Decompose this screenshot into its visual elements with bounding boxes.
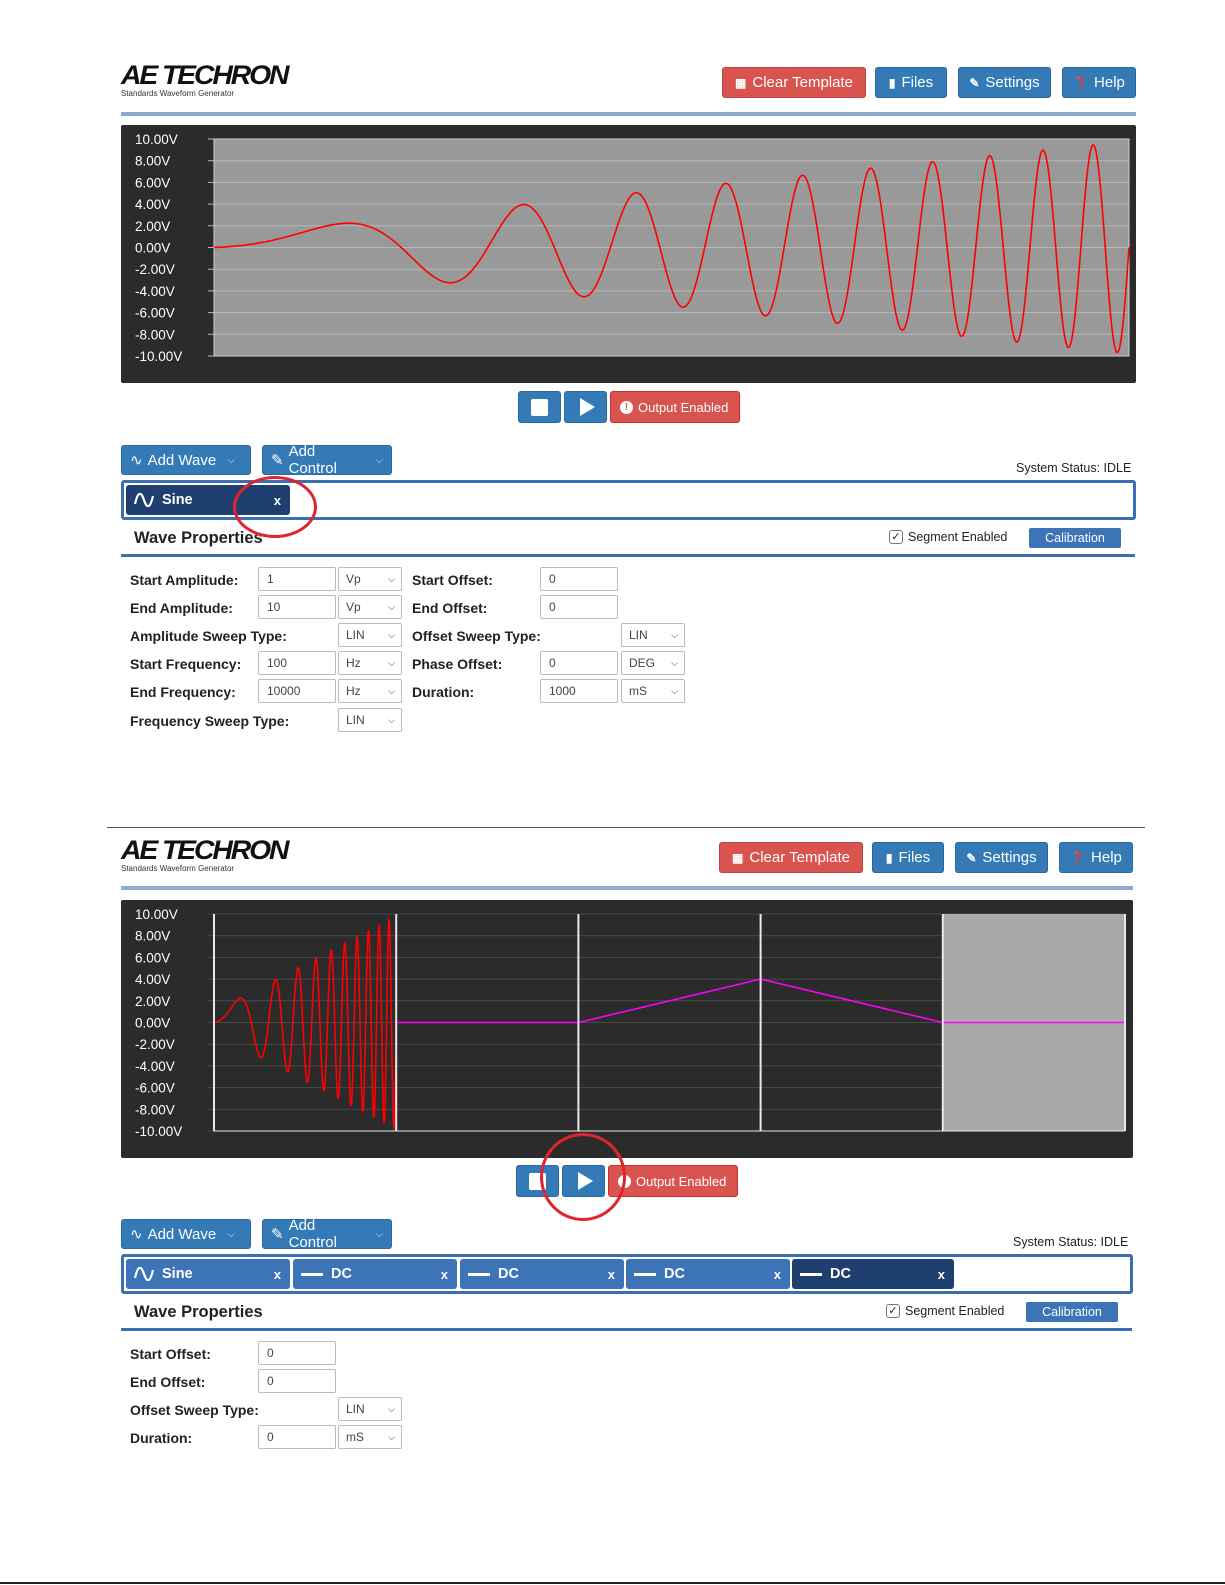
stop-icon <box>531 399 548 416</box>
help-icon: ❓ <box>1070 850 1086 865</box>
checkmark-icon: ✓ <box>889 530 903 544</box>
play-icon <box>578 1172 593 1190</box>
y-tick-label: 4.00V <box>135 972 171 988</box>
add-control-dropdown[interactable] <box>262 445 392 475</box>
wave-tabs <box>121 480 1136 520</box>
y-tick-label: 8.00V <box>135 928 171 944</box>
select-value: Hz <box>346 684 361 698</box>
logo-subtitle: Standards Waveform Generator <box>121 89 235 98</box>
select-value: mS <box>346 1430 364 1444</box>
end-amplitude-input[interactable]: 10 <box>258 595 336 619</box>
y-tick-label: 6.00V <box>135 175 171 191</box>
chevron-down-icon: ⌵ <box>388 1431 395 1442</box>
play-icon <box>580 398 595 416</box>
tab-dc[interactable] <box>792 1259 954 1289</box>
logo-subtitle: Standards Waveform Generator <box>121 864 235 873</box>
chevron-down-icon: ⌵ <box>671 657 678 668</box>
end-frequency-label: End Frequency: <box>130 684 236 700</box>
y-tick-label: -2.00V <box>135 1037 175 1053</box>
tab-dc[interactable] <box>460 1259 624 1289</box>
chevron-down-icon: ⌵ <box>671 685 678 696</box>
chevron-down-icon: ⌵ <box>671 629 678 640</box>
y-tick-label: -6.00V <box>135 1080 175 1096</box>
play-button[interactable] <box>562 1165 605 1197</box>
tab-label: DC <box>830 1266 851 1282</box>
playback-controls <box>518 391 740 423</box>
add-wave-dropdown[interactable] <box>121 1219 251 1249</box>
files-icon: ▮ <box>885 850 893 865</box>
stop-icon <box>529 1173 546 1190</box>
tab-label: Sine <box>162 1266 193 1282</box>
end-offset-label: End Offset: <box>130 1374 206 1390</box>
clear-template-label: Clear Template <box>749 849 850 866</box>
wave-tabs <box>121 1254 1133 1294</box>
logo <box>121 837 321 873</box>
y-tick-label: -4.00V <box>135 283 175 299</box>
calibration-button[interactable]: Calibration <box>1026 1302 1118 1322</box>
wrench-icon: ✎ <box>271 452 284 469</box>
select-value: LIN <box>346 1402 365 1416</box>
select-value: Hz <box>346 656 361 670</box>
start-frequency-label: Start Frequency: <box>130 656 242 672</box>
frequency-sweep-type-label: Frequency Sweep Type: <box>130 713 290 729</box>
y-tick-label: 6.00V <box>135 950 171 966</box>
end-frequency-input[interactable]: 10000 <box>258 679 336 703</box>
tab-dc[interactable] <box>293 1259 457 1289</box>
logo-title: AE TECHRON <box>121 60 288 90</box>
select-value: DEG <box>629 656 656 670</box>
y-tick-label: -8.00V <box>135 327 175 343</box>
files-label: Files <box>901 74 934 91</box>
chevron-down-icon: ⌵ <box>388 573 395 584</box>
end-offset-label: End Offset: <box>412 600 488 616</box>
add-control-label: Add Control <box>288 443 337 477</box>
tab-label: DC <box>498 1266 519 1282</box>
alert-icon: ! <box>620 401 633 414</box>
y-tick-label: 2.00V <box>135 993 171 1009</box>
help-icon: ❓ <box>1073 75 1089 90</box>
checkmark-icon: ✓ <box>886 1304 900 1318</box>
start-frequency-input[interactable]: 100 <box>258 651 336 675</box>
chevron-down-icon: ⌵ <box>227 454 235 466</box>
y-tick-label: 4.00V <box>135 197 171 213</box>
sine-wave-icon <box>134 493 154 507</box>
select-value: LIN <box>346 713 365 727</box>
settings-button[interactable] <box>958 67 1051 98</box>
dc-line-icon <box>634 1273 656 1276</box>
logo <box>121 62 321 98</box>
close-icon[interactable]: x <box>273 1266 281 1282</box>
calendar-icon: ▦ <box>735 75 747 90</box>
help-label: Help <box>1091 849 1122 866</box>
calibration-button[interactable]: Calibration <box>1029 528 1121 548</box>
chevron-down-icon: ⌵ <box>388 1403 395 1414</box>
output-enabled-label: Output Enabled <box>636 1173 727 1189</box>
offset-sweep-type-label: Offset Sweep Type: <box>130 1402 259 1418</box>
waveform-chart <box>121 125 1136 383</box>
start-offset-input[interactable]: 0 <box>540 567 618 591</box>
offset-sweep-type-select[interactable] <box>621 623 685 647</box>
tab-label: DC <box>331 1266 352 1282</box>
files-label: Files <box>898 849 931 866</box>
chevron-down-icon: ⌵ <box>388 657 395 668</box>
chevron-down-icon: ⌵ <box>388 629 395 640</box>
wrench-icon: ✎ <box>969 75 980 90</box>
header-rule <box>121 886 1133 890</box>
stop-button[interactable] <box>518 391 561 423</box>
segment-enabled-checkbox[interactable] <box>886 1304 1004 1318</box>
playback-controls <box>516 1165 738 1197</box>
chevron-down-icon: ⌵ <box>375 1228 383 1240</box>
close-icon[interactable]: x <box>273 492 281 508</box>
close-icon[interactable]: x <box>607 1266 615 1282</box>
sine-wave-icon: ∿ <box>130 452 143 469</box>
phase-offset-unit-select[interactable] <box>621 651 685 675</box>
play-button[interactable] <box>564 391 607 423</box>
help-button[interactable] <box>1059 842 1133 873</box>
calendar-icon: ▦ <box>732 850 744 865</box>
dc-line-icon <box>301 1273 323 1276</box>
start-amplitude-label: Start Amplitude: <box>130 572 239 588</box>
offset-sweep-type-select[interactable] <box>338 1397 402 1421</box>
waveform-chart-svg <box>121 125 1136 383</box>
system-status: System Status: IDLE <box>1013 1235 1129 1249</box>
select-value: LIN <box>346 628 365 642</box>
add-control-dropdown[interactable] <box>262 1219 392 1249</box>
offset-sweep-type-label: Offset Sweep Type: <box>412 628 541 644</box>
page-bottom-line <box>0 1582 1225 1584</box>
close-icon[interactable]: x <box>773 1266 781 1282</box>
duration-unit-select[interactable] <box>338 1425 402 1449</box>
start-amplitude-input[interactable]: 1 <box>258 567 336 591</box>
y-tick-label: -6.00V <box>135 305 175 321</box>
wave-properties-title: Wave Properties <box>134 529 263 547</box>
dc-line-icon <box>468 1273 490 1276</box>
add-wave-dropdown[interactable] <box>121 445 251 475</box>
clear-template-button[interactable] <box>722 67 866 98</box>
chevron-down-icon: ⌵ <box>388 714 395 725</box>
system-status: System Status: IDLE <box>1016 461 1132 475</box>
files-icon: ▮ <box>888 75 896 90</box>
chevron-down-icon: ⌵ <box>375 454 383 466</box>
files-button[interactable] <box>872 842 944 873</box>
files-button[interactable] <box>875 67 947 98</box>
y-tick-label: 8.00V <box>135 153 171 169</box>
duration-label: Duration: <box>130 1430 193 1446</box>
alert-icon: ! <box>618 1175 631 1188</box>
phase-offset-input[interactable]: 0 <box>540 651 618 675</box>
segment-enabled-checkbox[interactable] <box>889 530 1007 544</box>
wrench-icon: ✎ <box>966 850 977 865</box>
help-label: Help <box>1094 74 1125 91</box>
tab-label: DC <box>664 1266 685 1282</box>
wave-properties-rule <box>121 554 1135 557</box>
duration-label: Duration: <box>412 684 475 700</box>
phase-offset-label: Phase Offset: <box>412 656 503 672</box>
y-tick-label: -2.00V <box>135 262 175 278</box>
y-tick-label: 0.00V <box>135 240 171 256</box>
clear-template-button[interactable] <box>719 842 863 873</box>
add-wave-label: Add Wave <box>147 1225 217 1243</box>
output-enabled-label: Output Enabled <box>638 399 729 415</box>
add-wave-label: Add Wave <box>147 451 217 469</box>
tab-sine[interactable] <box>126 485 290 515</box>
chevron-down-icon: ⌵ <box>227 1228 235 1240</box>
close-icon[interactable]: x <box>440 1266 448 1282</box>
frequency-sweep-type-select[interactable] <box>338 708 402 732</box>
duration-input[interactable]: 1000 <box>540 679 618 703</box>
settings-button[interactable] <box>955 842 1048 873</box>
end-amplitude-unit-select[interactable] <box>338 595 402 619</box>
y-tick-label: 10.00V <box>135 132 178 147</box>
wave-properties-rule <box>121 1328 1132 1331</box>
start-offset-label: Start Offset: <box>130 1346 211 1362</box>
wave-properties-title: Wave Properties <box>134 1303 263 1321</box>
logo-title: AE TECHRON <box>121 835 288 865</box>
settings-label: Settings <box>985 74 1040 91</box>
y-tick-label: 0.00V <box>135 1015 171 1031</box>
start-offset-input[interactable]: 0 <box>258 1341 336 1365</box>
wrench-icon: ✎ <box>271 1226 284 1243</box>
add-control-label: Add Control <box>288 1217 337 1251</box>
help-button[interactable] <box>1062 67 1136 98</box>
select-value: Vp <box>346 600 361 614</box>
waveform-chart <box>121 900 1133 1158</box>
sine-wave-icon: ∿ <box>130 1226 143 1243</box>
duration-unit-select[interactable] <box>621 679 685 703</box>
start-frequency-unit-select[interactable] <box>338 651 402 675</box>
waveform-chart-svg <box>121 900 1133 1158</box>
y-tick-label: -8.00V <box>135 1102 175 1118</box>
sine-wave-icon <box>134 1267 154 1281</box>
segment-enabled-label: Segment Enabled <box>905 1304 1005 1318</box>
tab-sine[interactable] <box>126 1259 290 1289</box>
duration-input[interactable]: 0 <box>258 1425 336 1449</box>
end-offset-input[interactable]: 0 <box>258 1369 336 1393</box>
y-tick-label: 2.00V <box>135 218 171 234</box>
y-tick-label: -10.00V <box>135 349 183 364</box>
tab-label: Sine <box>162 492 193 508</box>
y-tick-label: 10.00V <box>135 907 178 922</box>
chevron-down-icon: ⌵ <box>388 601 395 612</box>
clear-template-label: Clear Template <box>752 74 853 91</box>
output-enabled-button[interactable] <box>610 391 740 423</box>
select-value: LIN <box>629 628 648 642</box>
dc-line-icon <box>800 1273 822 1276</box>
screenshot-panel-2 <box>0 775 1225 1585</box>
end-offset-input[interactable]: 0 <box>540 595 618 619</box>
amplitude-sweep-type-label: Amplitude Sweep Type: <box>130 628 287 644</box>
tab-dc[interactable] <box>626 1259 790 1289</box>
amplitude-sweep-type-select[interactable] <box>338 623 402 647</box>
settings-label: Settings <box>982 849 1037 866</box>
header-rule <box>121 112 1136 116</box>
y-tick-label: -4.00V <box>135 1058 175 1074</box>
start-offset-label: Start Offset: <box>412 572 493 588</box>
close-icon[interactable]: x <box>937 1266 945 1282</box>
y-tick-label: -10.00V <box>135 1124 183 1139</box>
output-enabled-button[interactable] <box>608 1165 738 1197</box>
select-value: Vp <box>346 572 361 586</box>
stop-button[interactable] <box>516 1165 559 1197</box>
segment-enabled-label: Segment Enabled <box>908 530 1008 544</box>
end-frequency-unit-select[interactable] <box>338 679 402 703</box>
start-amplitude-unit-select[interactable] <box>338 567 402 591</box>
chevron-down-icon: ⌵ <box>388 685 395 696</box>
select-value: mS <box>629 684 647 698</box>
end-amplitude-label: End Amplitude: <box>130 600 233 616</box>
